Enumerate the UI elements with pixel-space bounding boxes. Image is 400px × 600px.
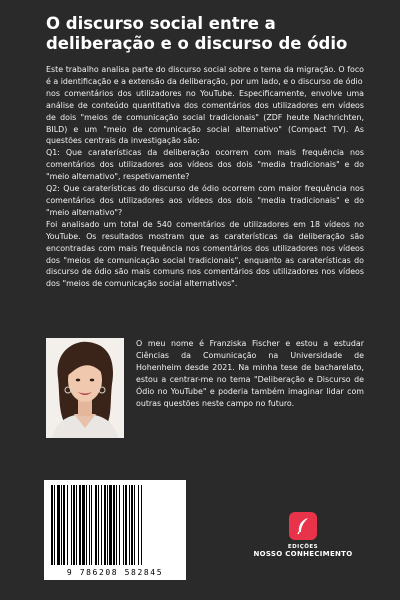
publisher-label: EDIÇÕES bbox=[287, 544, 319, 550]
research-question-2: Q2: Que caraterísticas do discurso de ódio ocorrem com maior frequência nos comentários dos utilizadores aos vídeos dos dois "media tradicionais" e do "meio alternativo"? bbox=[46, 184, 364, 217]
author-photo bbox=[46, 338, 124, 438]
author-bio: O meu nome é Franziska Fischer e estou a estudar Ciências da Comunicação na Universidade de Hohenheim desde 2021. Na minha tese de bacharelato, estou a centrar-me no tema "Deliberação e Discurso de Ódio no YouTube" e poderia também imaginar lidar com outras questões neste campo no futuro. bbox=[136, 339, 364, 408]
abstract-paragraph: Este trabalho analisa parte do discurso social sobre o tema da migração. O foco é a identificação e a extensão da deliberação, por um lado, e o discurso de ódio bbox=[46, 65, 364, 86]
abstract-paragraph: nos comentários dos utilizadores no YouTube. Especificamente, envolve uma análise de conteúdo quantitativa dos comentários dos utilizadores em vídeos de dois "meios de comunicação social tradicionais" (ZDF heute Nachrichten, BILD) e um "meio de comunicação social alternativo" (Compact TV). As questões centrais da investigação são: bbox=[46, 88, 364, 146]
book-title: O discurso social entre a deliberação e o discurso de ódio bbox=[46, 14, 348, 53]
publisher bbox=[248, 512, 358, 558]
abstract bbox=[46, 64, 364, 290]
quill-icon bbox=[289, 512, 317, 540]
abstract-results: Foi analisado um total de 540 comentários de utilizadores em 18 vídeos no YouTube. Os resultados mostram que as caraterísticas da deliberação são encontradas com mais frequência nos comentários dos utilizadores nos vídeos dos "meios de comunicação social tradicionais", enquanto as caraterísticas do discurso de ódio são mais comuns nos comentários dos utilizadores nos vídeos dos "meios de comunicação social alternativos". bbox=[46, 219, 364, 289]
isbn-digits: 9 786208 582845 bbox=[66, 568, 164, 577]
publisher-name: NOSSO CONHECIMENTO bbox=[253, 550, 353, 558]
barcode bbox=[44, 480, 186, 580]
barcode-bars bbox=[51, 485, 179, 565]
research-question-1: Q1: Que caraterísticas da deliberação ocorrem com mais frequência nos comentários dos utilizadores aos vídeos dos dois "media tradicionais" e do "meio alternativo", respetivamente? bbox=[46, 148, 364, 182]
